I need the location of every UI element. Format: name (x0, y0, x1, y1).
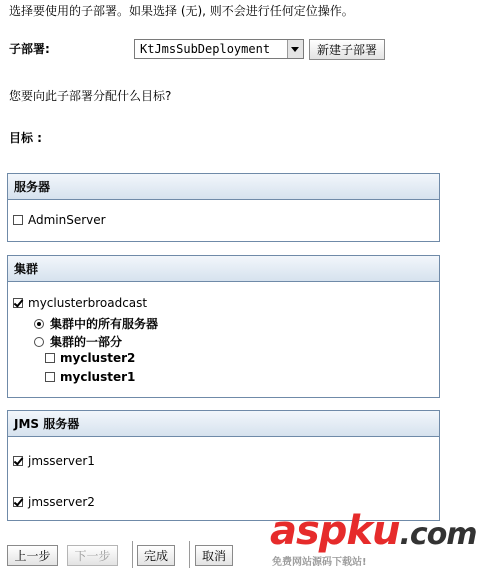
option-all-servers (34, 315, 158, 332)
watermark-subtitle: 免费网站源码下载站! (272, 557, 367, 568)
finish-button[interactable]: 完成 (137, 545, 175, 566)
targets-label: 目标 : (9, 131, 42, 145)
jmsserver1-label: jmsserver1 (28, 454, 95, 468)
cancel-button[interactable]: 取消 (195, 545, 233, 566)
member-row-mycluster2 (45, 351, 135, 365)
servers-panel (7, 173, 440, 242)
jmsserver2-checkbox[interactable] (13, 497, 23, 507)
cluster-checkbox[interactable] (13, 298, 23, 308)
target-question: 您要向此子部署分配什么目标? (9, 89, 172, 103)
clusters-panel (7, 255, 440, 398)
jms-servers-panel-title: JMS 服务器 (8, 411, 439, 437)
jmsserver2-label: jmsserver2 (28, 495, 95, 509)
jmsserver1-checkbox[interactable] (13, 456, 23, 466)
button-divider (189, 541, 190, 568)
cluster-row (13, 296, 147, 310)
cluster-label: myclusterbroadcast (28, 296, 148, 310)
subdeployment-label: 子部署: (9, 42, 50, 56)
adminserver-label: AdminServer (28, 213, 106, 227)
jms-servers-panel (7, 410, 440, 521)
all-servers-radio[interactable] (34, 319, 44, 329)
part-of-cluster-radio[interactable] (34, 337, 44, 347)
all-servers-label: 集群中的所有服务器 (50, 317, 159, 331)
back-button[interactable]: 上一步 (7, 545, 58, 566)
mycluster1-label: mycluster1 (60, 370, 136, 384)
adminserver-checkbox[interactable] (13, 215, 23, 225)
clusters-panel-title: 集群 (8, 256, 439, 282)
subdeployment-select[interactable] (134, 39, 304, 59)
watermark-main: aspku (270, 508, 400, 554)
watermark-tld: .com (399, 517, 477, 552)
instruction-text: 选择要使用的子部署。如果选择 (无), 则不会进行任何定位操作。 (9, 4, 354, 18)
servers-panel-title: 服务器 (8, 174, 439, 200)
member-row-mycluster1 (45, 370, 135, 384)
subdeployment-select-value: KtJmsSubDeployment (140, 42, 271, 56)
chevron-down-icon[interactable] (287, 40, 303, 58)
next-button[interactable]: 下一步 (67, 545, 118, 566)
mycluster1-checkbox[interactable] (45, 372, 55, 382)
jms-row-jmsserver1 (13, 454, 95, 468)
button-divider (132, 541, 133, 568)
mycluster2-checkbox[interactable] (45, 353, 55, 363)
new-subdeployment-button[interactable]: 新建子部署 (309, 39, 385, 60)
jms-row-jmsserver2 (13, 495, 95, 509)
server-row-adminserver (13, 213, 106, 227)
part-of-cluster-label: 集群的一部分 (50, 335, 123, 349)
option-part-of-cluster (34, 333, 122, 350)
mycluster2-label: mycluster2 (60, 351, 136, 365)
site-watermark (270, 508, 477, 568)
